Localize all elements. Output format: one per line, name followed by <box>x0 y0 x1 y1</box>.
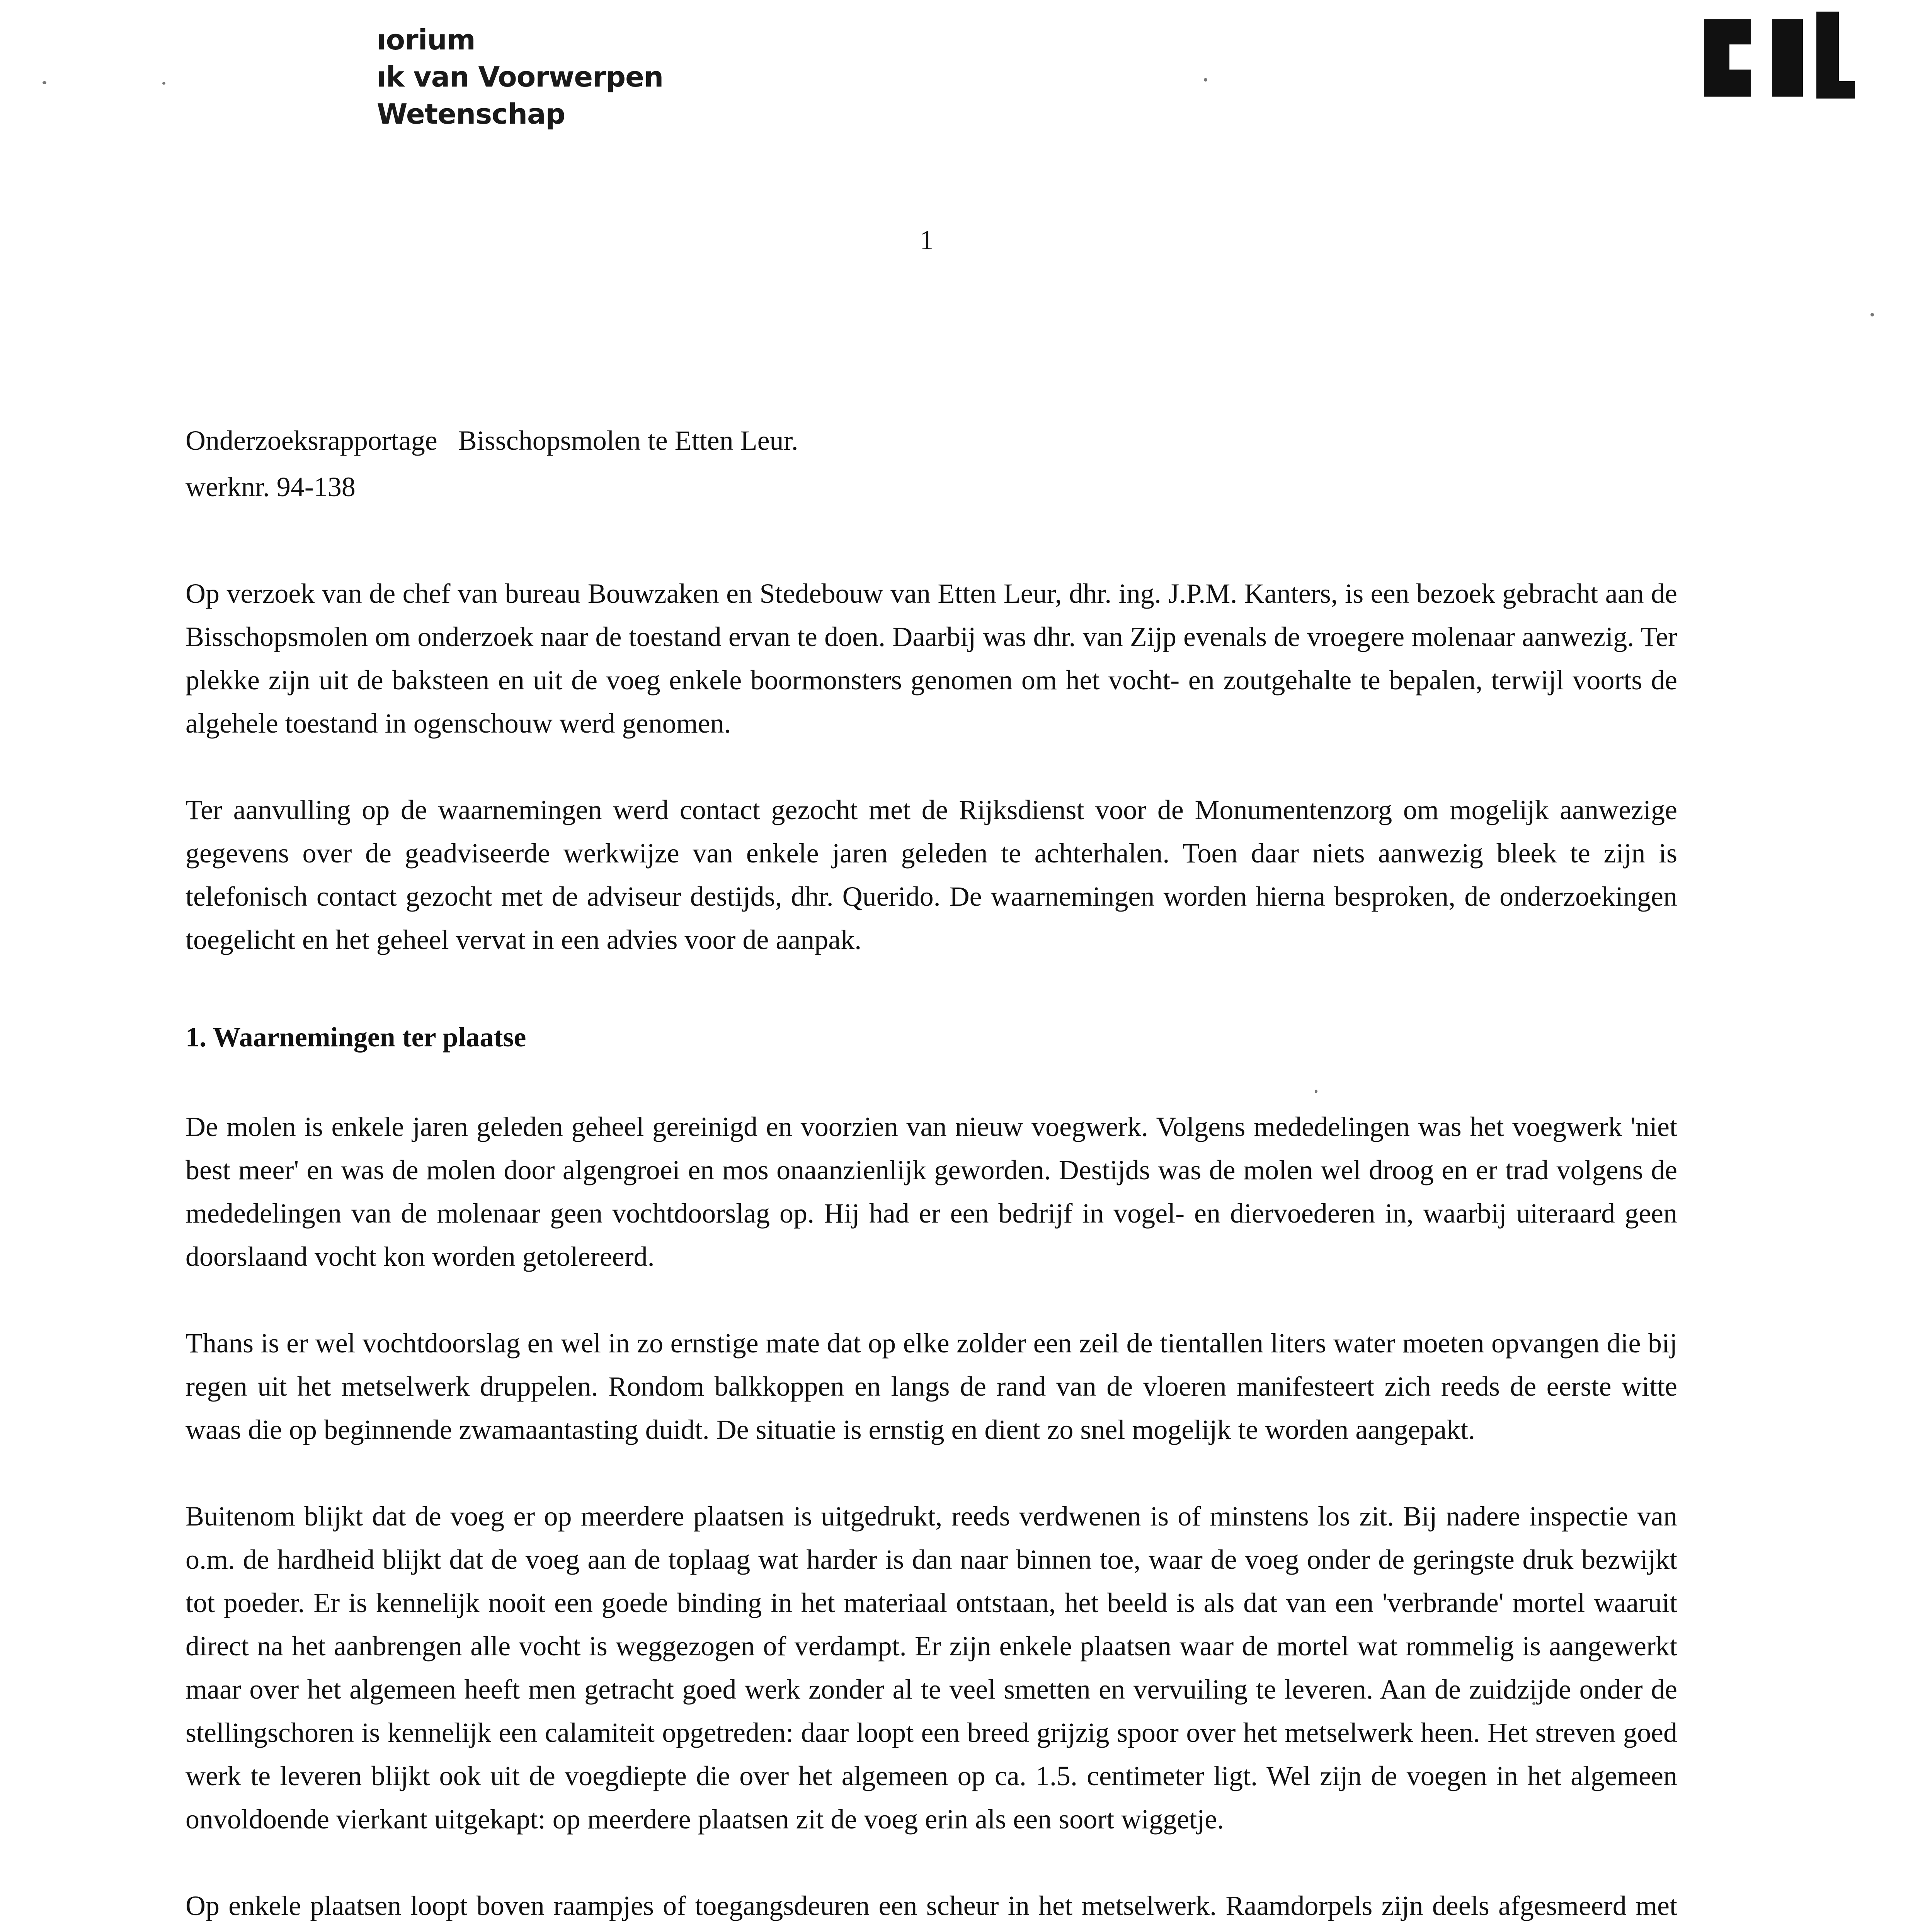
section-paragraph-1: De molen is enkele jaren geleden geheel gereinigd en voorzien van nieuw voegwerk. Volgens mededelingen was het voegwerk 'niet best meer' en was de molen door algengroei en mos onaanzienlijk geworden. Destijds was de molen wel droog en er trad volgens de mededelingen van de molenaar geen vochtdoorslag op. Hij had er een bedrijf in vogel- en diervoederen in, waarbij uiteraard geen doorslaand vocht kon worden getolereerd. <box>186 1111 1677 1272</box>
letterhead-line-2: ık van Voorwerpen <box>377 61 664 93</box>
cl-logo-icon <box>1693 8 1855 100</box>
section-paragraph-4: Op enkele plaatsen loopt boven raampjes of toegangsdeuren een scheur in het metselwerk. Raamdorpels zijn deels afgesmeerd met <box>186 1890 1677 1921</box>
letterhead <box>377 21 663 133</box>
section-title: 1. Waarnemingen ter plaatse <box>186 1022 526 1053</box>
page-number: 1 <box>920 224 934 255</box>
report-title-label: Onderzoeksrapportage <box>186 425 437 456</box>
letterhead-line-1: ıorium <box>377 24 475 56</box>
report-title-subject: Bisschopsmolen te Etten Leur. <box>458 425 798 456</box>
letterhead-line-3: Wetenschap <box>377 98 565 130</box>
scan-speck <box>43 81 46 84</box>
section-paragraph-2: Thans is er wel vochtdoorslag en wel in zo ernstige mate dat op elke zolder een zeil de tientallen liters water moeten opvangen die bij regen uit het metselwerk druppelen. Rondom balkkoppen en langs de rand van de vloeren manifesteert zich reeds de eerste witte waas die op beginnende zwamaantasting duidt. De situatie is ernstig en dient zo snel mogelijk te worden aangepakt. <box>186 1328 1677 1445</box>
intro-paragraph-2: Ter aanvulling op de waarnemingen werd contact gezocht met de Rijksdienst voor de Monumentenzorg om mogelijk aanwezige gegevens over de geadviseerde werkwijze van enkele jaren geleden te achterhalen. Toen daar niets aanwezig bleek te zijn is telefonisch contact gezocht met de adviseur destijds, dhr. Querido. De waarnemingen worden hierna besproken, de onderzoekingen toegelicht en het geheel vervat in een advies voor de aanpak. <box>186 794 1677 955</box>
scan-speck <box>1204 78 1207 82</box>
work-number: werknr. 94-138 <box>186 471 356 502</box>
report-heading <box>186 417 798 510</box>
report-body <box>186 572 1677 1932</box>
intro-paragraph-1: Op verzoek van de chef van bureau Bouwzaken en Stedebouw van Etten Leur, dhr. ing. J.P.M. Kanters, is een bezoek gebracht aan de Bisschopsmolen om onderzoek naar de toestand ervan te doen. Daarbij was dhr. van Zijp evenals de vroegere molenaar aanwezig. Ter plekke zijn uit de baksteen en uit de voeg enkele boormonsters genomen om het vocht- en zoutgehalte te bepalen, terwijl voorts de algehele toestand in ogenschouw werd genomen. <box>186 578 1677 739</box>
scan-speck <box>162 82 165 85</box>
scan-speck <box>1870 313 1874 316</box>
section-paragraph-3: Buitenom blijkt dat de voeg er op meerdere plaatsen is uitgedrukt, reeds verdwenen is of minstens los zit. Bij nadere inspectie van o.m. de hardheid blijkt dat de voeg aan de toplaag wat harder is dan naar binnen toe, waar de voeg onder de geringste druk bezwijkt tot poeder. Er is kennelijk nooit een goede binding in het materiaal ontstaan, het beeld is als dat van een 'verbrande' mortel waaruit direct na het aanbrengen alle vocht is weggezogen of verdampt. Er zijn enkele plaatsen waar de mortel wat rommelig is aangewerkt maar over het algemeen heeft men getracht goed werk zonder al te veel smetten en vervuiling te leveren. Aan de zuidzijde onder de stellingschoren is kennelijk een calamiteit opgetreden: daar loopt een breed grijzig spoor over het metselwerk heen. Het streven goed werk te leveren blijkt ook uit de voegdiepte die over het algemeen op ca. 1.5. centimeter ligt. Wel zijn de voegen in het algemeen onvoldoende vierkant uitgekapt: op meerdere plaatsen zit de voeg erin als een soort wiggetje. <box>186 1501 1677 1835</box>
report-title-row <box>186 417 798 464</box>
